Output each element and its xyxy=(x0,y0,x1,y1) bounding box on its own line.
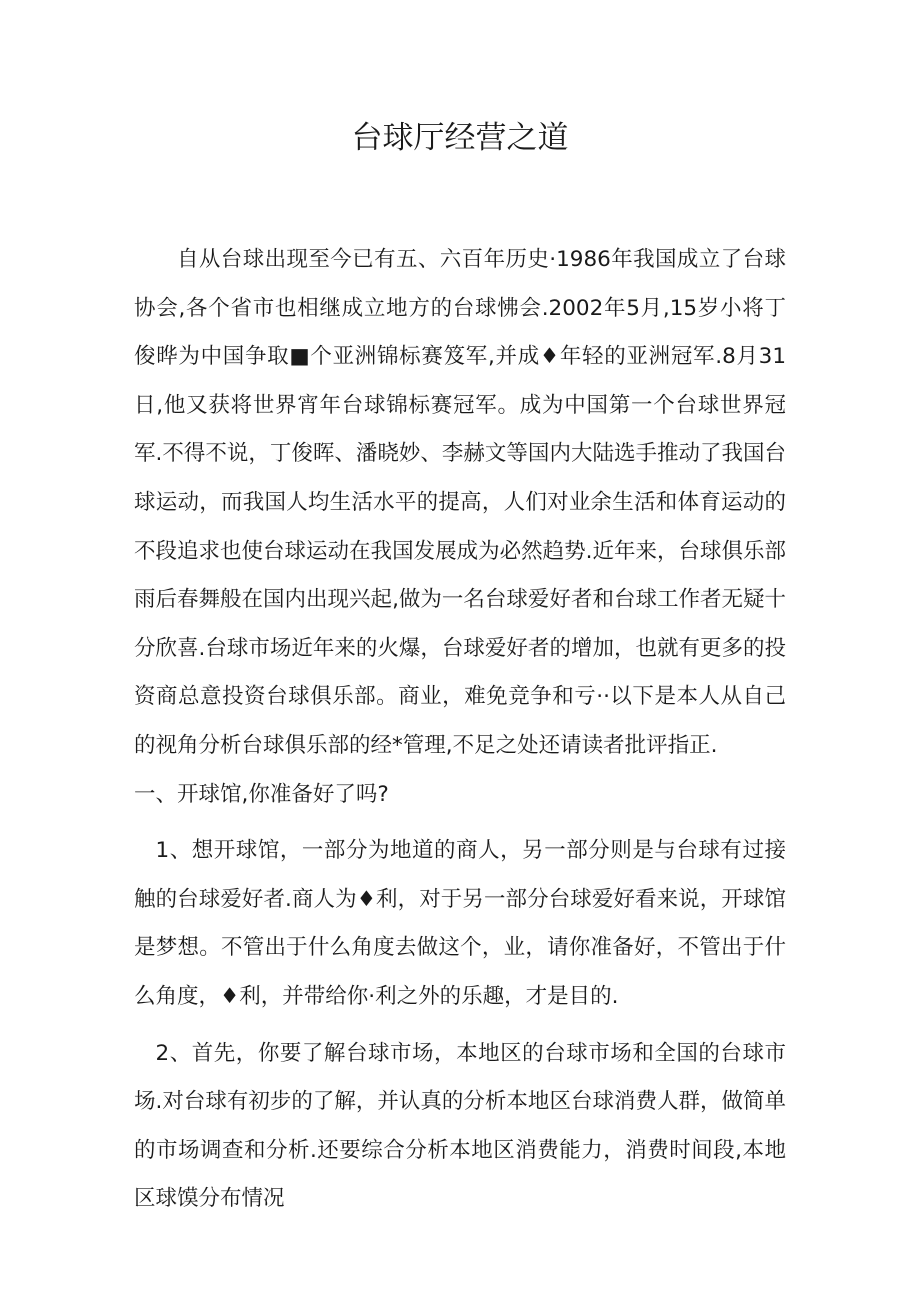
document-body xyxy=(134,236,786,1224)
intro-paragraph: 自从台球出现至今已有五、六百年历史·1986年我国成立了台球协会,各个省市也相继成立地方的台球怫会.2002年5月,15岁小将丁俊晔为中国争取■个亚洲锦标赛笈军,并成♦年轻的亚洲冠军.8月31日,他又获将世界宵年台球锦标赛冠军。成为中国第一个台球世界冠军.不得不说，丁俊晖、潘晓妙、李赫文等国内大陆选手推动了我国台球运动，而我国人均生活水平的提高，人们对业余生活和体育运动的不段追求也使台球运动在我国发展成为必然趋势.近年来，台球俱乐部雨后春舞般在国内出现兴起,做为一名台球爱好者和台球工作者无疑十分欣喜.台球市场近年来的火爆，台球爱好者的增加，也就有更多的投资商总意投资台球俱乐部。商业，难免竞争和亏··以下是本人从自己的视角分析台球俱乐部的经*管理,不足之处还请读者批评指正. xyxy=(134,247,786,758)
list-item: 2、首先，你要了解台球市场，本地区的台球市场和全国的台球市场.对台球有初步的了解，并认真的分析本地区台球消费人群，做简单的市场调查和分析.还要综合分析本地区消费能力，消费时间段,本地区球馍分布情况 xyxy=(134,1040,786,1212)
list-item: 1、想开球馆，一部分为地道的商人，另一部分则是与台球有过接触的台球爱好者.商人为♦利，对于另一部分台球爱好看来说，开球馆是梦想。不管出于什么角度去做这个，业，请你准备好，不管出于什么角度，♦利，并带给你·利之外的乐趣，才是目的. xyxy=(134,838,786,1009)
document-title: 台球厅经营之道 xyxy=(351,120,569,156)
section-heading: 一、开球馆,你准备好了吗? xyxy=(134,781,389,807)
